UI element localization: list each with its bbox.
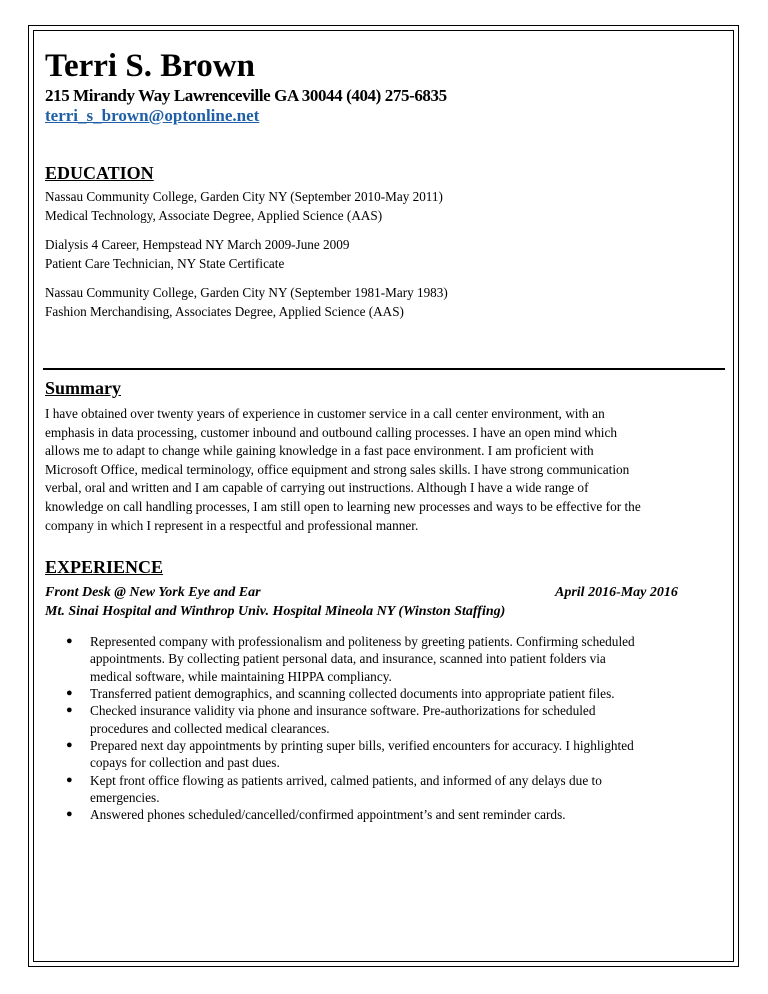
education-entry <box>45 235 725 273</box>
section-divider <box>43 368 725 370</box>
duty-line: Prepared next day appointments by printing super bills, verified encounters for accuracy. I highlighted <box>90 737 634 753</box>
job-title-row <box>45 583 725 602</box>
bullet-icon: ● <box>66 635 73 648</box>
candidate-name: Terri S. Brown <box>45 48 255 84</box>
contact-email-link[interactable]: terri_s_brown@optonline.net <box>45 106 260 125</box>
duty-line: emergencies. <box>90 789 160 805</box>
summary-line: emphasis in data processing, customer inbound and outbound calling processes. I have an open mind which <box>45 424 618 440</box>
education-school-line: Nassau Community College, Garden City NY (September 2010-May 2011) <box>45 189 443 204</box>
duty-line: Represented company with professionalism and politeness by greeting patients. Confirming scheduled <box>90 634 635 650</box>
education-degree-line: Fashion Merchandising, Associates Degree, Applied Science (AAS) <box>45 304 404 319</box>
education-school-line: Dialysis 4 Career, Hempstead NY March 2009-June 2009 <box>45 237 350 252</box>
summary-line: company in which I represent in a respectful and professional manner. <box>45 517 419 533</box>
duty-line: procedures and collected medical clearances. <box>90 720 330 736</box>
contact-address-phone: 215 Mirandy Way Lawrenceville GA 30044 (404) 275-6835 <box>45 86 447 105</box>
duty-line: copays for collection and past dues. <box>90 755 280 771</box>
summary-paragraph <box>45 405 725 535</box>
list-item <box>45 737 725 772</box>
job-employer: Mt. Sinai Hospital and Winthrop Univ. Hospital Mineola NY (Winston Staffing) <box>45 604 506 620</box>
list-item <box>45 772 725 807</box>
duty-line: Transferred patient demographics, and scanning collected documents into appropriate patient files. <box>90 686 615 702</box>
bullet-icon: ● <box>66 687 73 700</box>
duty-line: appointments. By collecting patient personal data, and insurance, scanned into patient folders via <box>90 651 606 667</box>
summary-line: allows me to adapt to change while gaining knowledge in a fast pace environment. I am proficient with <box>45 443 594 459</box>
list-item <box>45 685 725 702</box>
education-school-line: Nassau Community College, Garden City NY (September 1981-Mary 1983) <box>45 285 448 300</box>
duty-line: Kept front office flowing as patients arrived, calmed patients, and informed of any delays due to <box>90 772 602 788</box>
education-heading: EDUCATION <box>45 163 154 183</box>
summary-line: knowledge on call handling processes, I am still open to learning new processes and ways to be effective for the <box>45 498 641 514</box>
bullet-icon: ● <box>66 738 73 751</box>
job-dates: April 2016-May 2016 <box>555 585 678 601</box>
summary-line: Microsoft Office, medical terminology, office equipment and strong sales skills. I have strong communication <box>45 461 630 477</box>
education-degree-line: Patient Care Technician, NY State Certificate <box>45 256 285 271</box>
summary-line: verbal, oral and written and I am capable of carrying out instructions. Although I have a wide range of <box>45 480 589 496</box>
education-entry <box>45 283 725 321</box>
education-degree-line: Medical Technology, Associate Degree, Applied Science (AAS) <box>45 208 383 223</box>
bullet-icon: ● <box>66 808 73 821</box>
list-item <box>45 633 725 685</box>
job-title: Front Desk @ New York Eye and Ear <box>45 585 261 601</box>
bullet-icon: ● <box>66 773 73 786</box>
summary-line: I have obtained over twenty years of experience in customer service in a call center environment, with an <box>45 406 605 421</box>
duty-line: Answered phones scheduled/cancelled/confirmed appointment’s and sent reminder cards. <box>90 807 566 823</box>
list-item <box>45 806 725 823</box>
experience-heading: EXPERIENCE <box>45 557 164 578</box>
resume-content <box>45 46 725 823</box>
duty-line: Checked insurance validity via phone and insurance software. Pre-authorizations for scheduled <box>90 703 596 719</box>
education-entry <box>45 187 725 225</box>
list-item <box>45 702 725 737</box>
job-duties-list <box>45 633 725 823</box>
summary-heading: Summary <box>45 378 121 398</box>
duty-line: medical software, while maintaining HIPPA compliancy. <box>90 668 392 684</box>
bullet-icon: ● <box>66 704 73 717</box>
